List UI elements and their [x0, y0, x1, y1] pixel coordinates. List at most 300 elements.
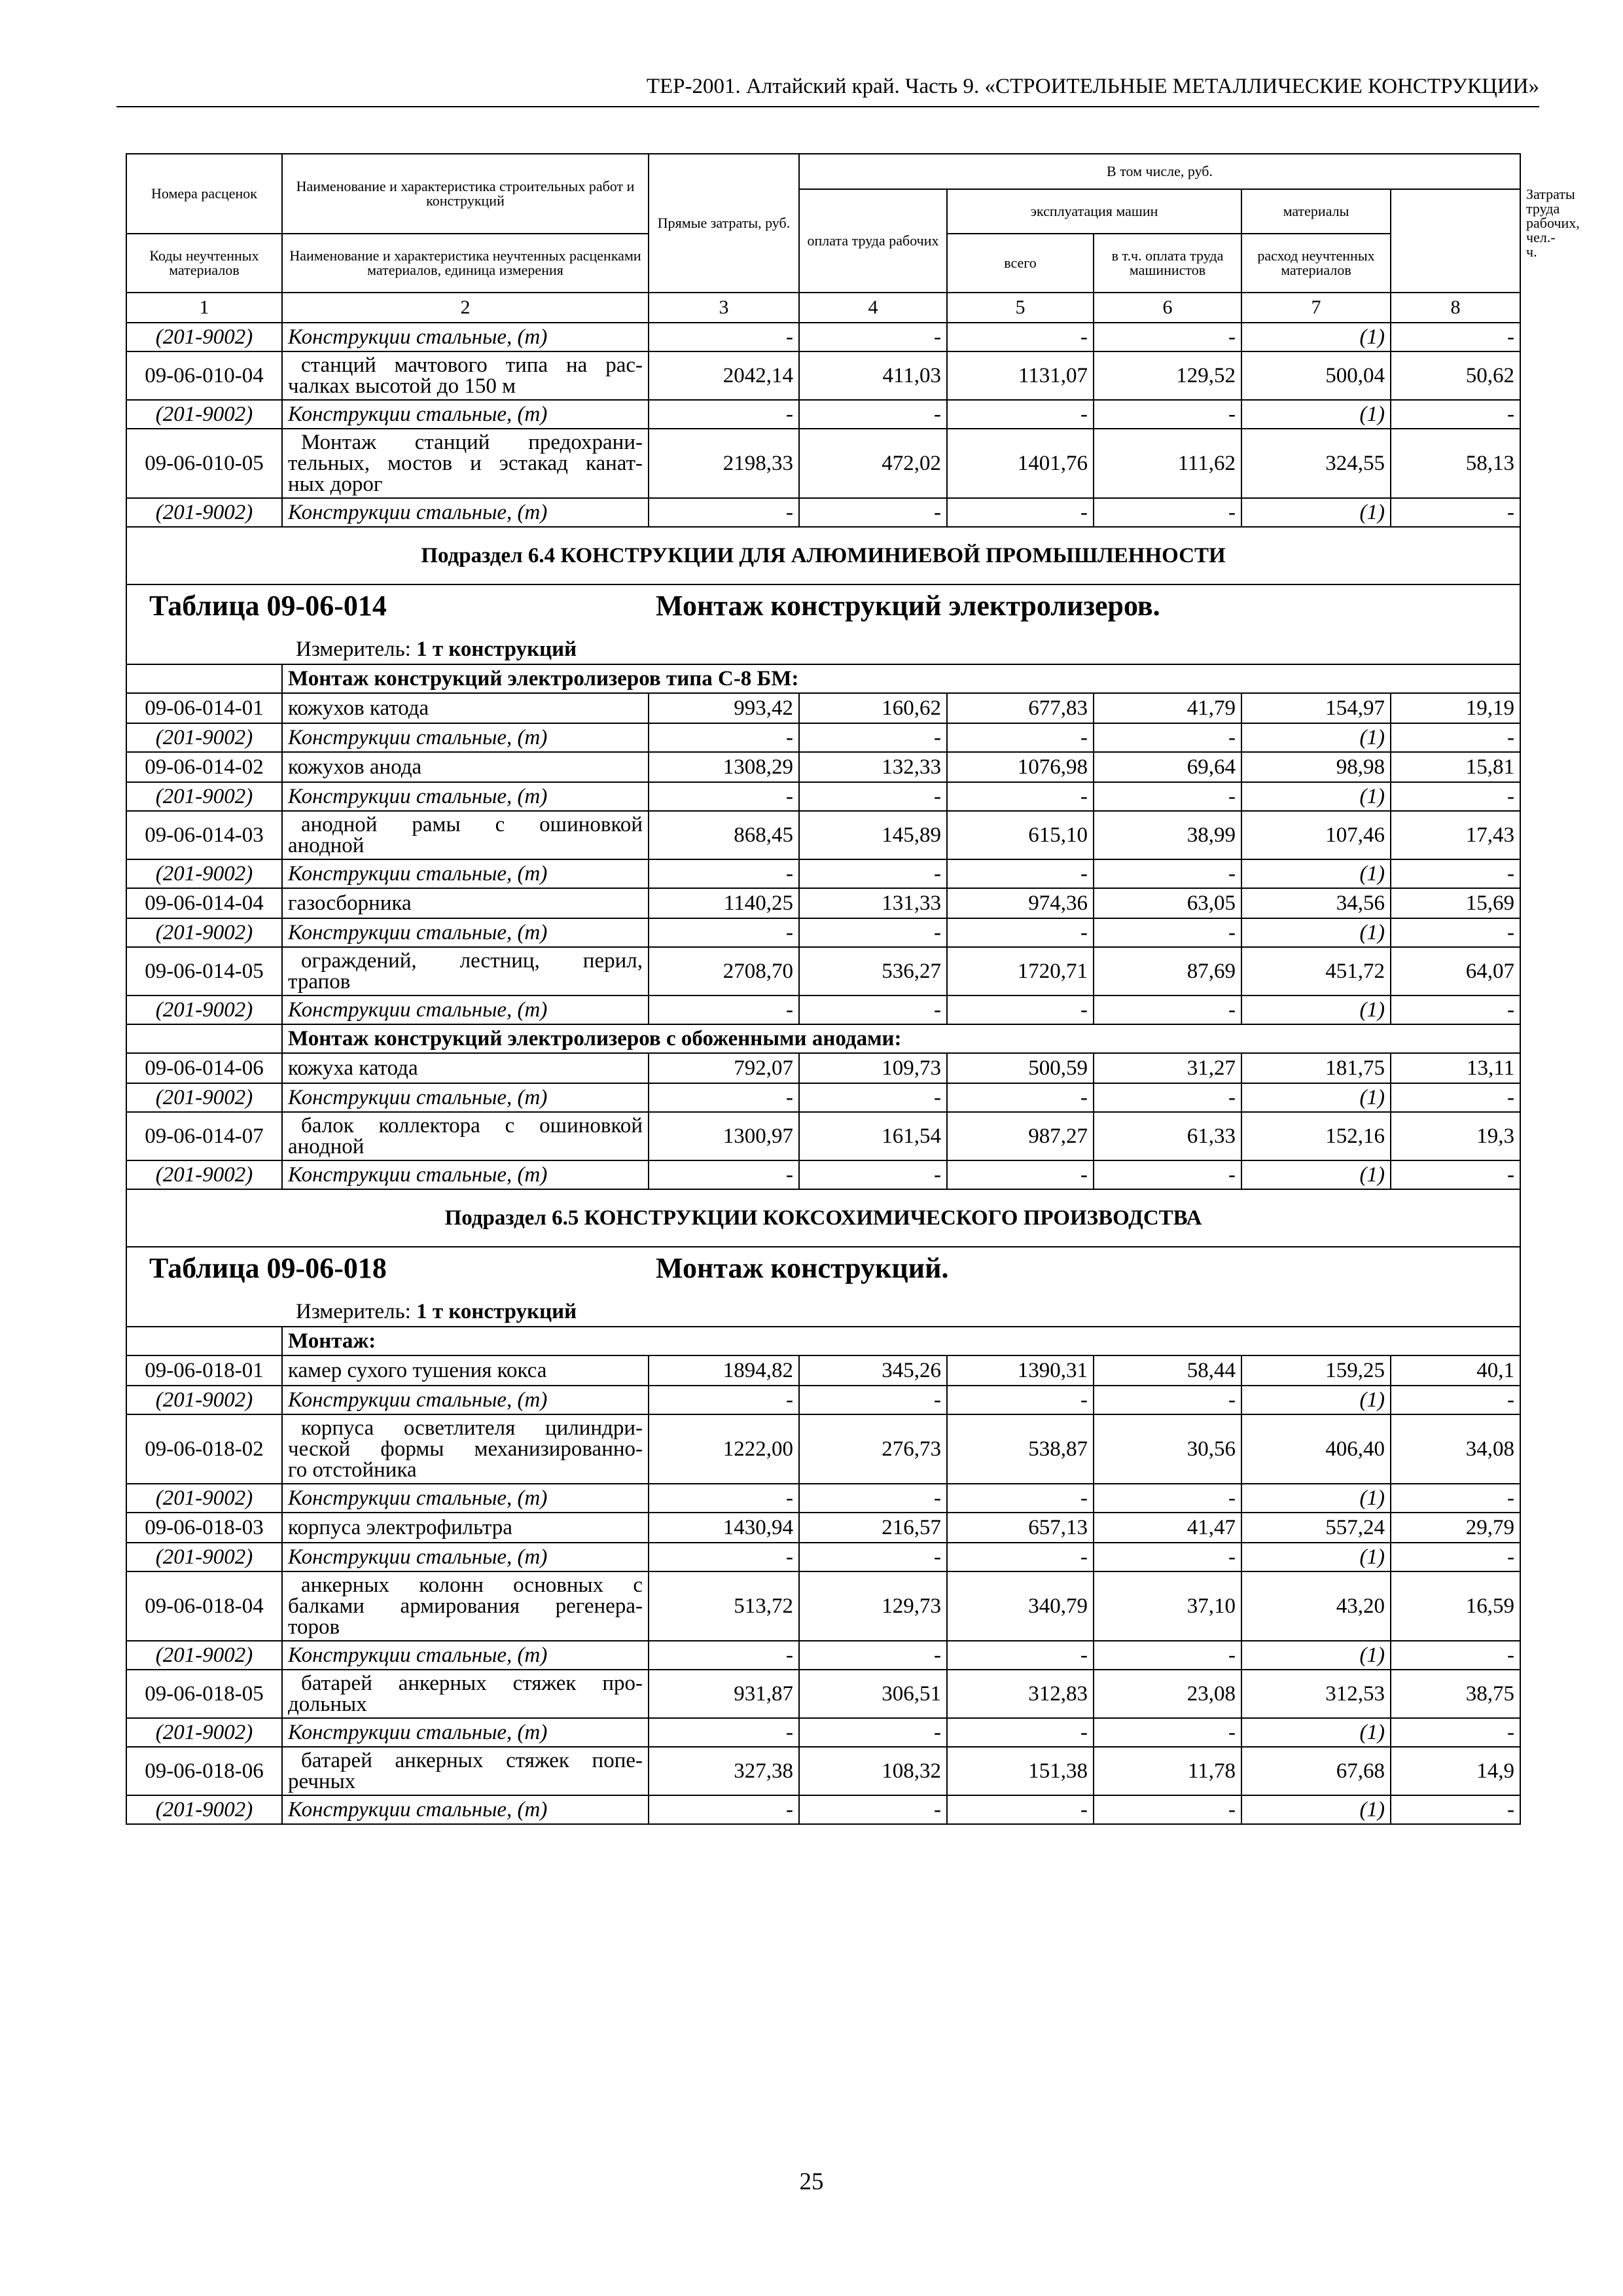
value-cell: 1300,97: [649, 1112, 799, 1160]
dash-cell: -: [947, 859, 1094, 888]
material-name: Конструкции стальные, (т): [282, 1543, 649, 1571]
work-name-line: речных: [288, 1770, 356, 1793]
work-name-line: батарей анкерных стяжек про-: [301, 1672, 643, 1695]
material-qty: (1): [1241, 1484, 1391, 1513]
dash-cell: -: [1391, 859, 1520, 888]
section-title-row: [126, 1189, 1520, 1247]
dash-cell: -: [799, 723, 947, 752]
material-code: (201-9002): [126, 400, 282, 429]
material-row: [126, 1795, 1520, 1824]
value-cell: 993,42: [649, 693, 799, 723]
value-cell: 538,87: [947, 1414, 1094, 1484]
material-code: (201-9002): [126, 859, 282, 888]
value-cell: 1222,00: [649, 1414, 799, 1484]
material-qty: (1): [1241, 323, 1391, 351]
value-cell: 792,07: [649, 1053, 799, 1083]
dash-cell: -: [1094, 782, 1241, 811]
dash-cell: -: [1391, 782, 1520, 811]
group-title-row: [126, 664, 1520, 693]
value-cell: 1720,71: [947, 947, 1094, 996]
col1-head-bottom: Коды неучтенных материалов: [126, 234, 282, 293]
work-name: камер сухого тушения кокса: [282, 1355, 649, 1386]
value-cell: 15,81: [1391, 752, 1520, 782]
value-cell: 160,62: [799, 693, 947, 723]
measure-unit: [296, 1301, 577, 1322]
col2-head-top: Наименование и характеристика строительных работ и конструкций: [282, 154, 649, 234]
dash-cell: -: [1391, 1641, 1520, 1670]
rate-row: [126, 1513, 1520, 1543]
material-name: Конструкции стальные, (т): [282, 1718, 649, 1747]
work-name-line: дольных: [288, 1693, 367, 1716]
value-cell: 129,73: [799, 1571, 947, 1641]
material-code: (201-9002): [126, 1484, 282, 1513]
col-number: 2: [282, 293, 649, 323]
dash-cell: -: [947, 498, 1094, 527]
work-name: [282, 429, 649, 498]
dash-cell: -: [799, 323, 947, 351]
col-number: 1: [126, 293, 282, 323]
dash-cell: -: [947, 1386, 1094, 1414]
value-cell: 109,73: [799, 1053, 947, 1083]
material-qty: (1): [1241, 498, 1391, 527]
dash-cell: -: [947, 1484, 1094, 1513]
work-name-line: тельных, мостов и эстакад канат-: [288, 452, 643, 475]
value-cell: 31,27: [1094, 1053, 1241, 1083]
dash-cell: -: [947, 1543, 1094, 1571]
work-name: [282, 1747, 649, 1795]
work-name: [282, 811, 649, 859]
value-cell: 1131,07: [947, 351, 1094, 400]
material-name: Конструкции стальные, (т): [282, 323, 649, 351]
col4-head: оплата труда рабочих: [799, 189, 947, 293]
material-row: [126, 323, 1520, 351]
dash-cell: -: [649, 400, 799, 429]
value-cell: 472,02: [799, 429, 947, 498]
dash-cell: -: [1094, 1386, 1241, 1414]
work-name: корпуса электрофильтра: [282, 1513, 649, 1543]
value-cell: 536,27: [799, 947, 947, 996]
dash-cell: -: [947, 323, 1094, 351]
work-name-line: анкерных колонн основных с: [301, 1573, 643, 1597]
dash-cell: -: [1391, 1386, 1520, 1414]
table-heading: [126, 1247, 1520, 1327]
dash-cell: -: [649, 1083, 799, 1112]
material-code: (201-9002): [126, 1543, 282, 1571]
value-cell: 1401,76: [947, 429, 1094, 498]
value-cell: 38,99: [1094, 811, 1241, 859]
value-cell: 87,69: [1094, 947, 1241, 996]
value-cell: 312,83: [947, 1670, 1094, 1718]
dash-cell: -: [799, 1543, 947, 1571]
dash-cell: -: [1094, 1718, 1241, 1747]
dash-cell: -: [649, 859, 799, 888]
value-cell: 406,40: [1241, 1414, 1391, 1484]
material-row: [126, 1484, 1520, 1513]
work-name: кожухов анода: [282, 752, 649, 782]
dash-cell: -: [799, 498, 947, 527]
value-cell: 41,47: [1094, 1513, 1241, 1543]
rate-code: 09-06-018-02: [126, 1414, 282, 1484]
rate-row: [126, 1355, 1520, 1386]
section-title: Подраздел 6.5 КОНСТРУКЦИИ КОКСОХИМИЧЕСКОГО ПРОИЗВОДСТВА: [126, 1189, 1520, 1247]
table-heading-row: [126, 1247, 1520, 1327]
col6-head: в т.ч. оплата труда машинистов: [1094, 234, 1241, 293]
value-cell: 29,79: [1391, 1513, 1520, 1543]
material-qty: (1): [1241, 400, 1391, 429]
material-row: [126, 498, 1520, 527]
material-code: (201-9002): [126, 723, 282, 752]
material-name: Конструкции стальные, (т): [282, 996, 649, 1024]
material-row: [126, 1641, 1520, 1670]
material-qty: (1): [1241, 1160, 1391, 1189]
material-qty: (1): [1241, 1543, 1391, 1571]
material-qty: (1): [1241, 723, 1391, 752]
rate-row: [126, 429, 1520, 498]
work-name-line: ческой формы механизированно-: [288, 1437, 643, 1461]
work-name-line: торов: [288, 1615, 340, 1639]
dash-cell: -: [1391, 996, 1520, 1024]
material-name: Конструкции стальные, (т): [282, 1795, 649, 1824]
dash-cell: -: [947, 723, 1094, 752]
value-cell: 19,3: [1391, 1112, 1520, 1160]
value-cell: 15,69: [1391, 888, 1520, 918]
materials-head: материалы: [1241, 189, 1391, 234]
dash-cell: -: [799, 1083, 947, 1112]
dash-cell: -: [947, 1160, 1094, 1189]
page-number: 25: [799, 2168, 824, 2195]
dash-cell: -: [1391, 918, 1520, 947]
table-heading-wrap: [132, 585, 1514, 664]
value-cell: 324,55: [1241, 429, 1391, 498]
value-cell: 13,11: [1391, 1053, 1520, 1083]
value-cell: 63,05: [1094, 888, 1241, 918]
rate-code: 09-06-018-03: [126, 1513, 282, 1543]
value-cell: 69,64: [1094, 752, 1241, 782]
material-code: (201-9002): [126, 918, 282, 947]
dash-cell: -: [649, 1795, 799, 1824]
including-head: В том числе, руб.: [799, 154, 1520, 189]
value-cell: 312,53: [1241, 1670, 1391, 1718]
dash-cell: -: [1094, 400, 1241, 429]
dash-cell: -: [799, 1386, 947, 1414]
value-cell: 181,75: [1241, 1053, 1391, 1083]
dash-cell: -: [1094, 1160, 1241, 1189]
value-cell: 19,19: [1391, 693, 1520, 723]
group-title: Монтаж конструкций электролизеров типа С-8 БМ:: [282, 664, 1520, 693]
group-title-row: [126, 1024, 1520, 1053]
dash-cell: -: [799, 918, 947, 947]
work-name: [282, 1571, 649, 1641]
work-name-line: ных дорог: [288, 473, 383, 496]
value-cell: 2708,70: [649, 947, 799, 996]
col7-head: расход неучтенных материалов: [1241, 234, 1391, 293]
material-row: [126, 1386, 1520, 1414]
value-cell: 2042,14: [649, 351, 799, 400]
table-heading-wrap: [132, 1247, 1514, 1326]
col1-head-top: Номера расценок: [126, 154, 282, 234]
work-name-line: анодной: [288, 1135, 365, 1158]
rate-code: 09-06-014-03: [126, 811, 282, 859]
rate-code: 09-06-018-06: [126, 1747, 282, 1795]
material-qty: (1): [1241, 1641, 1391, 1670]
material-row: [126, 400, 1520, 429]
dash-cell: -: [947, 996, 1094, 1024]
rate-row: [126, 752, 1520, 782]
dash-cell: -: [1094, 1641, 1241, 1670]
value-cell: 152,16: [1241, 1112, 1391, 1160]
rate-code: 09-06-014-07: [126, 1112, 282, 1160]
material-code: (201-9002): [126, 1083, 282, 1112]
work-name: кожуха катода: [282, 1053, 649, 1083]
dash-cell: -: [1094, 498, 1241, 527]
work-name: [282, 1112, 649, 1160]
dash-cell: -: [799, 400, 947, 429]
material-name: Конструкции стальные, (т): [282, 723, 649, 752]
material-qty: (1): [1241, 1795, 1391, 1824]
material-row: [126, 1718, 1520, 1747]
rate-row: [126, 888, 1520, 918]
value-cell: 159,25: [1241, 1355, 1391, 1386]
table-heading: [126, 584, 1520, 664]
dash-cell: -: [649, 1484, 799, 1513]
col2-head-bottom: Наименование и характеристика неучтенных расценками материалов, единица измерения: [282, 234, 649, 293]
section-title: Подраздел 6.4 КОНСТРУКЦИИ ДЛЯ АЛЮМИНИЕВОЙ ПРОМЫШЛЕННОСТИ: [126, 527, 1520, 584]
dash-cell: -: [1391, 1484, 1520, 1513]
table-heading-row: [126, 584, 1520, 664]
material-row: [126, 723, 1520, 752]
material-row: [126, 1083, 1520, 1112]
table-header: Номера расценок Наименование и характеристика строительных работ и конструкций Прямые затраты, руб. В том числе, руб. Затраты труда рабочих, чел.-ч. оплата труда рабочих эксплуатация машин материалы Коды неучтенных материалов Наименование и характеристика неучтенных расценками материалов, единица измерения всего в т.ч. оплата труда машинистов расход неучтенных материалов 1 2 3 4 5 6 7 8: [126, 154, 1520, 323]
value-cell: 98,98: [1241, 752, 1391, 782]
value-cell: 23,08: [1094, 1670, 1241, 1718]
dash-cell: -: [947, 400, 1094, 429]
value-cell: 974,36: [947, 888, 1094, 918]
col-number: 8: [1391, 293, 1520, 323]
group-title-row: [126, 1327, 1520, 1355]
dash-cell: -: [799, 1160, 947, 1189]
material-name: Конструкции стальные, (т): [282, 1484, 649, 1513]
col-number: 7: [1241, 293, 1391, 323]
material-code: (201-9002): [126, 1386, 282, 1414]
material-code: (201-9002): [126, 1160, 282, 1189]
material-row: [126, 1160, 1520, 1189]
col5-head: всего: [947, 234, 1094, 293]
work-name-line: корпуса осветлителя цилиндри-: [301, 1416, 643, 1440]
dash-cell: -: [1391, 1160, 1520, 1189]
material-qty: (1): [1241, 859, 1391, 888]
dash-cell: -: [1094, 1083, 1241, 1112]
work-name-line: трапов: [288, 970, 351, 994]
rate-code: 09-06-018-04: [126, 1571, 282, 1641]
material-qty: (1): [1241, 782, 1391, 811]
group-spacer: [126, 1024, 282, 1053]
section-title-row: [126, 527, 1520, 584]
value-cell: 500,04: [1241, 351, 1391, 400]
work-name: [282, 1414, 649, 1484]
dash-cell: -: [1391, 1083, 1520, 1112]
value-cell: 161,54: [799, 1112, 947, 1160]
material-qty: (1): [1241, 996, 1391, 1024]
machines-head: эксплуатация машин: [947, 189, 1241, 234]
value-cell: 411,03: [799, 351, 947, 400]
group-spacer: [126, 664, 282, 693]
material-code: (201-9002): [126, 323, 282, 351]
dash-cell: -: [799, 996, 947, 1024]
work-name-line: ограждений, лестниц, перил,: [301, 949, 643, 973]
rate-code: 09-06-014-01: [126, 693, 282, 723]
value-cell: 41,79: [1094, 693, 1241, 723]
material-row: [126, 918, 1520, 947]
value-cell: 145,89: [799, 811, 947, 859]
work-name-line: анодной: [288, 834, 365, 857]
dash-cell: -: [947, 782, 1094, 811]
value-cell: 129,52: [1094, 351, 1241, 400]
dash-cell: -: [649, 918, 799, 947]
dash-cell: -: [1391, 498, 1520, 527]
work-name: кожухов катода: [282, 693, 649, 723]
table-title: Монтаж конструкций электролизеров.: [656, 590, 1160, 622]
dash-cell: -: [1094, 1543, 1241, 1571]
dash-cell: -: [649, 1718, 799, 1747]
dash-cell: -: [947, 1795, 1094, 1824]
material-name: Конструкции стальные, (т): [282, 1386, 649, 1414]
value-cell: 1390,31: [947, 1355, 1094, 1386]
dash-cell: -: [947, 1083, 1094, 1112]
dash-cell: -: [1094, 859, 1241, 888]
work-name-line: анодной рамы с ошиновкой: [301, 813, 643, 836]
measure-unit: [296, 639, 577, 660]
material-name: Конструкции стальные, (т): [282, 1083, 649, 1112]
value-cell: 500,59: [947, 1053, 1094, 1083]
work-name-line: Монтаж станций предохрани-: [301, 431, 643, 454]
column-numbers: [126, 293, 1520, 323]
value-cell: 108,32: [799, 1747, 947, 1795]
measure-unit-value: 1 т конструкций: [416, 637, 577, 661]
dash-cell: -: [1094, 1484, 1241, 1513]
value-cell: 2198,33: [649, 429, 799, 498]
value-cell: 151,38: [947, 1747, 1094, 1795]
value-cell: 276,73: [799, 1414, 947, 1484]
dash-cell: -: [649, 723, 799, 752]
value-cell: 987,27: [947, 1112, 1094, 1160]
value-cell: 1140,25: [649, 888, 799, 918]
group-spacer: [126, 1327, 282, 1355]
work-name-line: станций мачтового типа на рас-: [301, 353, 643, 377]
rate-row: [126, 1670, 1520, 1718]
dash-cell: -: [649, 1543, 799, 1571]
material-row: [126, 1543, 1520, 1571]
col-number: 5: [947, 293, 1094, 323]
rate-code: 09-06-010-05: [126, 429, 282, 498]
dash-cell: -: [1391, 1718, 1520, 1747]
value-cell: 17,43: [1391, 811, 1520, 859]
rate-code: 09-06-014-05: [126, 947, 282, 996]
dash-cell: -: [799, 1641, 947, 1670]
material-name: Конструкции стальные, (т): [282, 400, 649, 429]
rate-row: [126, 351, 1520, 400]
value-cell: 677,83: [947, 693, 1094, 723]
value-cell: 868,45: [649, 811, 799, 859]
material-row: [126, 782, 1520, 811]
value-cell: 14,9: [1391, 1747, 1520, 1795]
value-cell: 50,62: [1391, 351, 1520, 400]
dash-cell: -: [649, 996, 799, 1024]
material-qty: (1): [1241, 1083, 1391, 1112]
value-cell: 37,10: [1094, 1571, 1241, 1641]
material-code: (201-9002): [126, 1795, 282, 1824]
dash-cell: -: [1391, 323, 1520, 351]
group-title: Монтаж:: [282, 1327, 1520, 1355]
material-qty: (1): [1241, 1386, 1391, 1414]
value-cell: 58,13: [1391, 429, 1520, 498]
value-cell: 1894,82: [649, 1355, 799, 1386]
dash-cell: -: [649, 1386, 799, 1414]
rate-row: [126, 1747, 1520, 1795]
material-code: (201-9002): [126, 1641, 282, 1670]
material-name: Конструкции стальные, (т): [282, 1160, 649, 1189]
dash-cell: -: [1391, 1543, 1520, 1571]
dash-cell: -: [649, 498, 799, 527]
value-cell: 154,97: [1241, 693, 1391, 723]
value-cell: 1076,98: [947, 752, 1094, 782]
value-cell: 1308,29: [649, 752, 799, 782]
dash-cell: -: [1391, 400, 1520, 429]
material-row: [126, 859, 1520, 888]
dash-cell: -: [947, 1641, 1094, 1670]
col3-head: Прямые затраты, руб.: [649, 154, 799, 293]
dash-cell: -: [649, 1160, 799, 1189]
dash-cell: -: [799, 1484, 947, 1513]
work-name-line: балок коллектора с ошиновкой: [301, 1114, 643, 1138]
rate-code: 09-06-018-01: [126, 1355, 282, 1386]
value-cell: 11,78: [1094, 1747, 1241, 1795]
value-cell: 131,33: [799, 888, 947, 918]
rate-row: [126, 1112, 1520, 1160]
work-name: [282, 947, 649, 996]
material-code: (201-9002): [126, 782, 282, 811]
value-cell: 58,44: [1094, 1355, 1241, 1386]
value-cell: 40,1: [1391, 1355, 1520, 1386]
material-code: (201-9002): [126, 1718, 282, 1747]
value-cell: 111,62: [1094, 429, 1241, 498]
dash-cell: -: [1094, 723, 1241, 752]
value-cell: 340,79: [947, 1571, 1094, 1641]
dash-cell: -: [947, 918, 1094, 947]
value-cell: 30,56: [1094, 1414, 1241, 1484]
dash-cell: -: [649, 1641, 799, 1670]
value-cell: 43,20: [1241, 1571, 1391, 1641]
rate-row: [126, 1571, 1520, 1641]
value-cell: 38,75: [1391, 1670, 1520, 1718]
material-row: [126, 996, 1520, 1024]
material-name: Конструкции стальные, (т): [282, 498, 649, 527]
rate-code: 09-06-014-04: [126, 888, 282, 918]
value-cell: 64,07: [1391, 947, 1520, 996]
group-title: Монтаж конструкций электролизеров с обоженными анодами:: [282, 1024, 1520, 1053]
dash-cell: -: [799, 1795, 947, 1824]
material-name: Конструкции стальные, (т): [282, 918, 649, 947]
material-qty: (1): [1241, 1718, 1391, 1747]
dash-cell: -: [947, 1718, 1094, 1747]
dash-cell: -: [799, 859, 947, 888]
work-name-line: батарей анкерных стяжек попе-: [301, 1749, 643, 1772]
dash-cell: -: [1094, 1795, 1241, 1824]
rate-code: 09-06-010-04: [126, 351, 282, 400]
rate-row: [126, 1053, 1520, 1083]
measure-unit-value: 1 т конструкций: [416, 1300, 577, 1323]
dash-cell: -: [1094, 323, 1241, 351]
value-cell: 67,68: [1241, 1747, 1391, 1795]
